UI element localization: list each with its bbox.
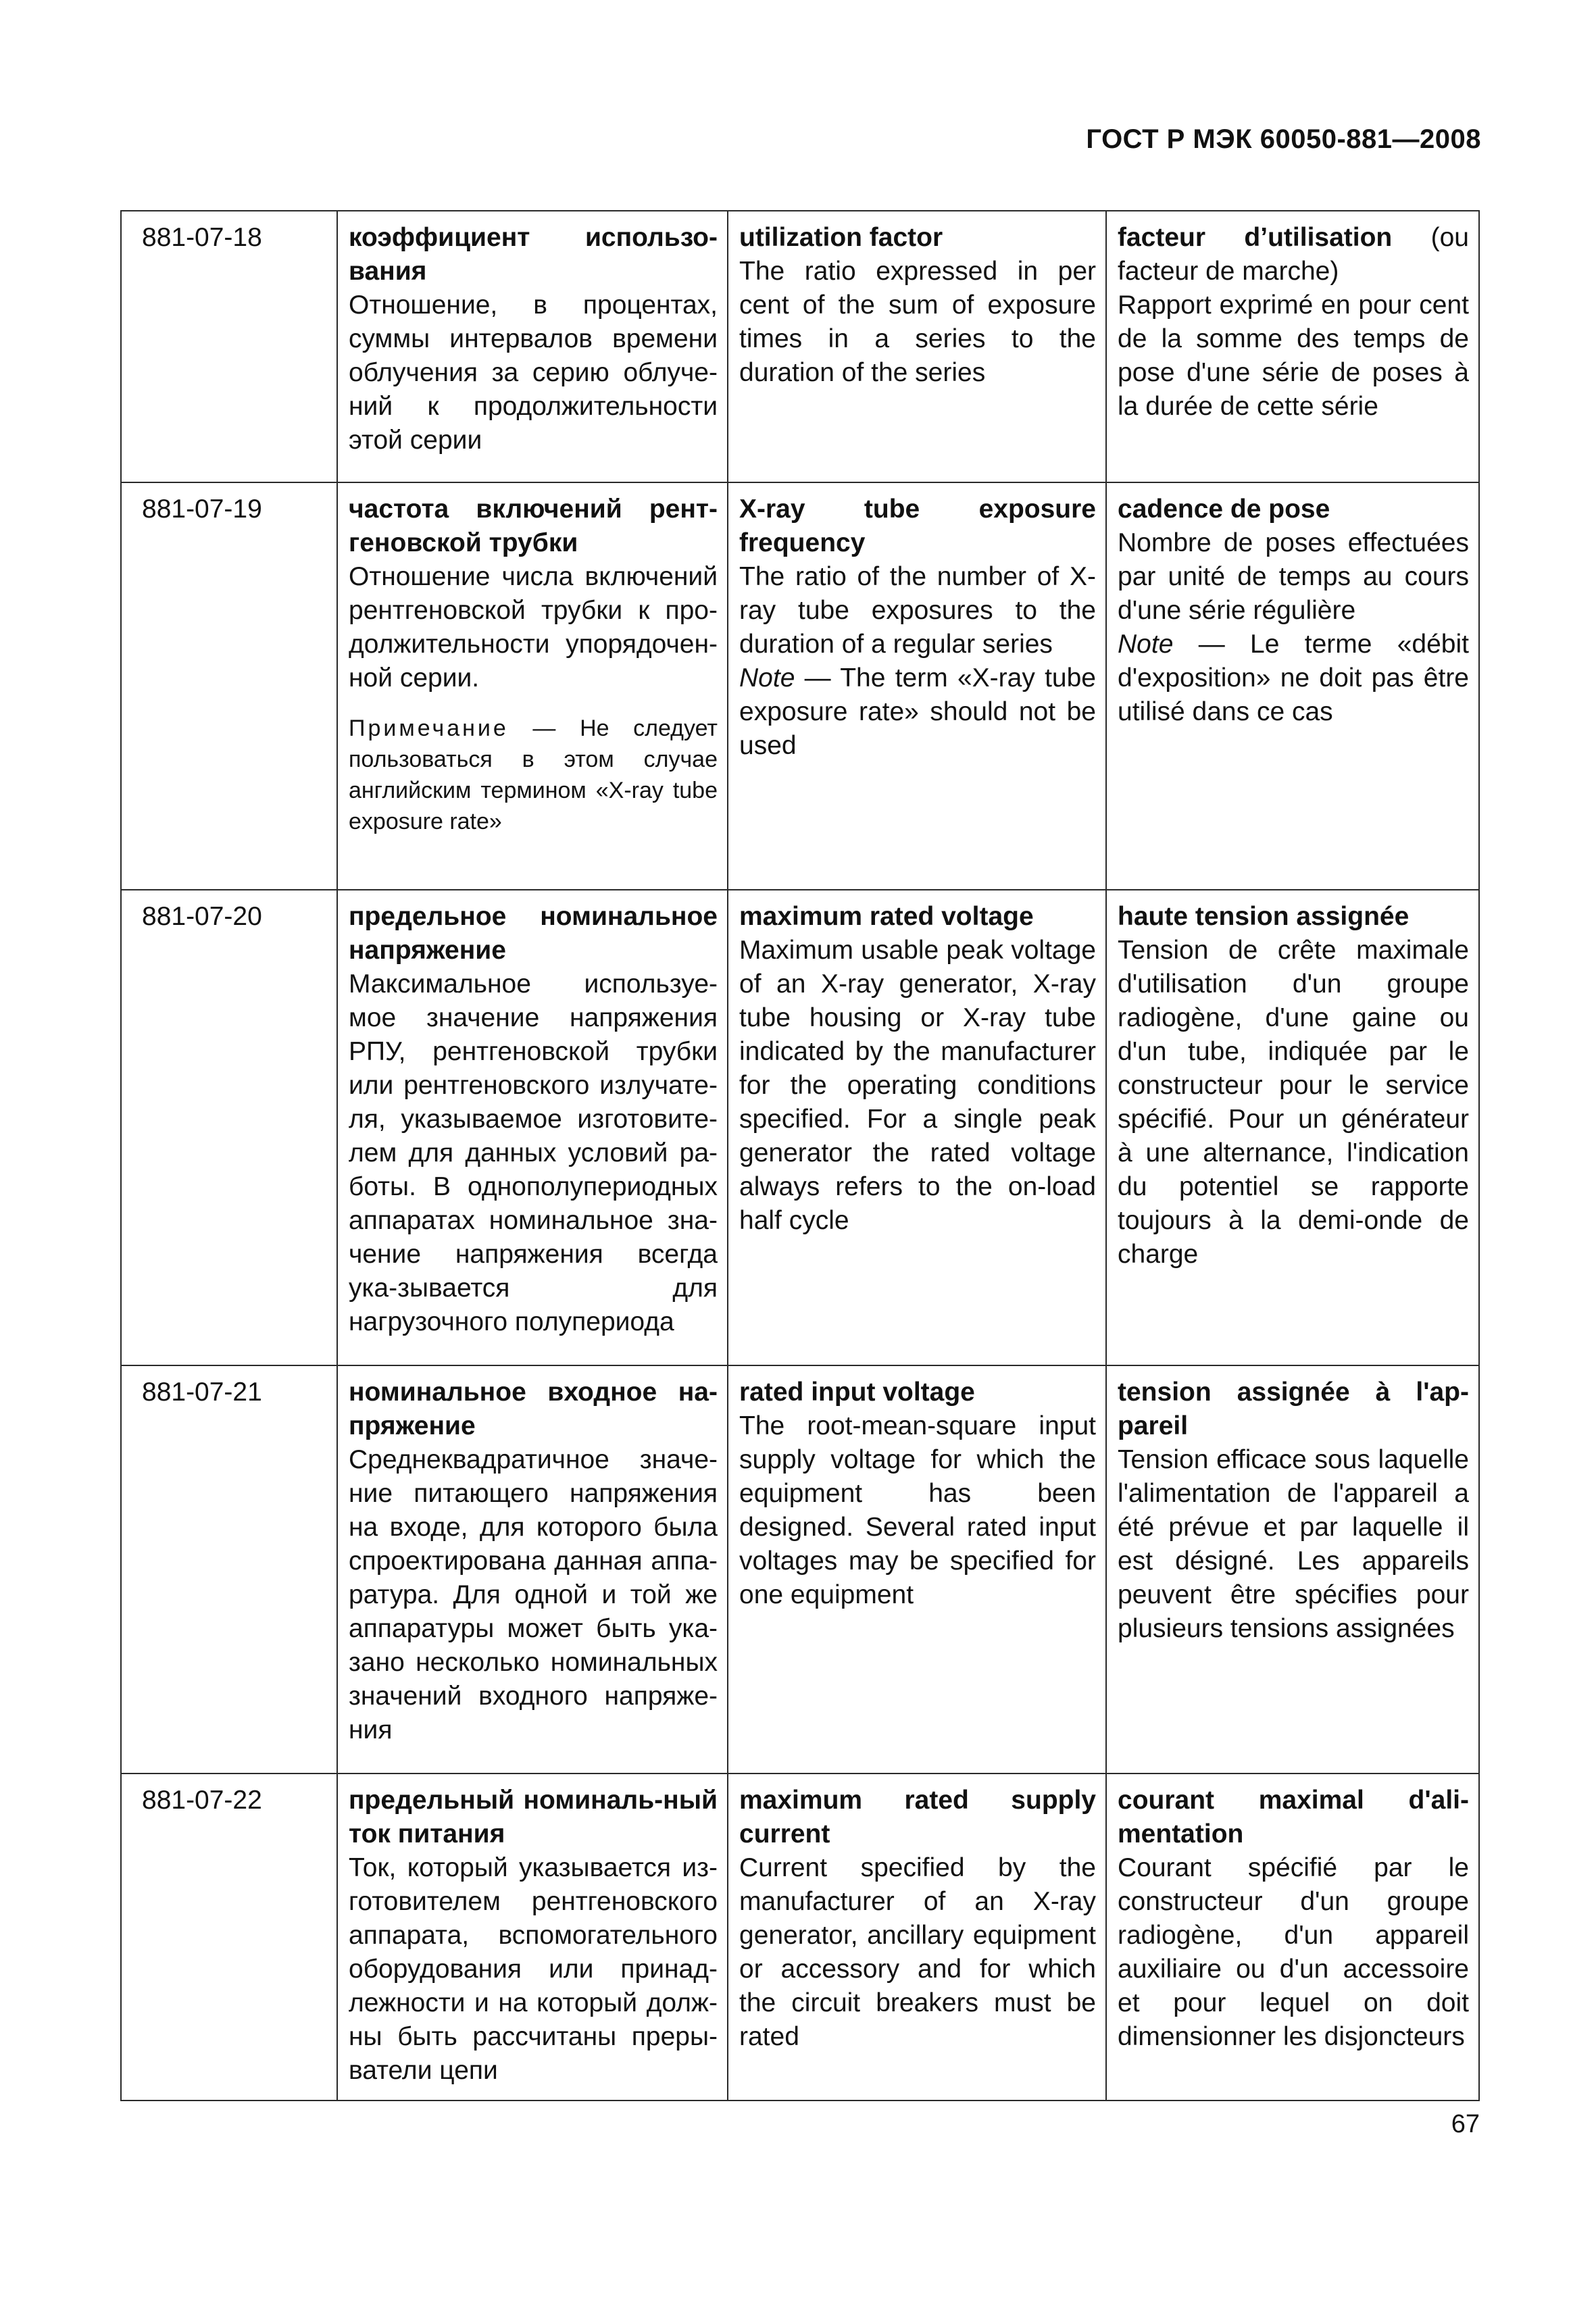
english-term: maximum rated voltage <box>739 902 1034 931</box>
french-cell <box>1106 1365 1479 1774</box>
english-note <box>739 661 1096 763</box>
french-term: courant maximal d'ali-mentation <box>1118 1786 1469 1848</box>
term-number: 881-07-18 <box>121 211 337 482</box>
table-row <box>121 1365 1479 1774</box>
term-number: 881-07-22 <box>121 1774 337 2101</box>
russian-definition: Отношение числа включений рентгеновской трубки к про-должительности упорядочен-ной серии. <box>349 562 718 693</box>
french-term: tension assignée à l'ap-pareil <box>1118 1378 1469 1440</box>
french-cell <box>1106 890 1479 1365</box>
terms-table <box>120 210 1480 2101</box>
french-definition: Tension efficace sous laquelle l'alimentation de l'appareil a été prévue et par laquelle il est désigné. Les appareils peuvent être spécifies pour plusieurs tensions assignées <box>1118 1445 1469 1643</box>
english-definition: Maximum usable peak voltage of an X-ray generator, X-ray tube housing or X-ray tube indicated by the manufacturer for the operating conditions specified. For a single peak generator the rated voltage always refers to the on-load half cycle <box>739 936 1096 1235</box>
french-term <box>1118 221 1469 288</box>
french-term: haute tension assignée <box>1118 902 1410 931</box>
english-definition: The ratio expressed in per cent of the sum of exposure times in a series to the duration of the series <box>739 257 1096 387</box>
page-number: 67 <box>1451 2110 1480 2138</box>
russian-definition: Ток, который указывается из-готовителем рентгеновского аппарата, вспомогательного оборудования или принад-лежности и на который долж-ны быть рассчитаны преры-ватели цепи <box>349 1853 718 2085</box>
english-term: X-ray tube exposure frequency <box>739 495 1096 557</box>
russian-cell <box>337 1774 728 2101</box>
term-number: 881-07-19 <box>121 482 337 890</box>
russian-term: предельный номиналь-ный ток питания <box>349 1786 718 1848</box>
term-number: 881-07-21 <box>121 1365 337 1774</box>
french-definition: Rapport exprimé en pour cent de la somme des temps de pose d'une série de poses à la durée de cette série <box>1118 291 1469 421</box>
table-row <box>121 211 1479 482</box>
russian-note <box>349 713 718 837</box>
french-definition: Tension de crête maximale d'utilisation d'un groupe radiogène, d'une gaine ou d'un tube, indiquée par le constructeur pour le service spécifié. Pour un générateur à une alternance, l'indication du potentiel se rapporte toujours à la demi-onde de charge <box>1118 936 1469 1269</box>
english-term: rated input voltage <box>739 1378 975 1407</box>
russian-term: коэффициент использо-вания <box>349 223 718 286</box>
english-cell <box>728 211 1106 482</box>
russian-term: номинальное входное на-пряжение <box>349 1378 718 1440</box>
english-definition: Current specified by the manufacturer of an X-ray generator, ancillary equipment or accessory and for which the circuit breakers must be rated <box>739 1853 1096 2051</box>
english-term: utilization factor <box>739 223 943 252</box>
english-cell <box>728 890 1106 1365</box>
russian-note-text: — Не следует пользоваться в этом случае английским термином «X-ray tube exposure rate» <box>349 715 718 834</box>
french-note-text: — Le terme «débit d'exposition» ne doit pas être utilisé dans ce cas <box>1118 630 1469 726</box>
russian-term: частота включений рент-геновской трубки <box>349 495 718 557</box>
english-term: maximum rated supply current <box>739 1786 1096 1848</box>
russian-definition: Максимальное используе-мое значение напряжения РПУ, рентгеновской трубки или рентгеновского излучате-ля, указываемое изготовите-лем для данных условий ра-боты. В однополупериодных аппаратах номинальное зна-чение напряжения всегда ука-зывается для нагрузочного полупериода <box>349 970 718 1336</box>
table-row <box>121 482 1479 890</box>
french-cell <box>1106 482 1479 890</box>
french-term-main: facteur d’utilisation <box>1118 223 1393 252</box>
document-header: ГОСТ Р МЭК 60050-881—2008 <box>1086 124 1481 154</box>
russian-cell <box>337 1365 728 1774</box>
french-term-alternative: (ou facteur de marche) <box>1118 223 1469 286</box>
french-term: cadence de pose <box>1118 495 1330 524</box>
russian-term: предельное номинальное напряжение <box>349 902 718 965</box>
russian-cell <box>337 482 728 890</box>
french-cell <box>1106 1774 1479 2101</box>
term-number: 881-07-20 <box>121 890 337 1365</box>
english-note-text: — The term «X-ray tube exposure rate» should not be used <box>739 663 1096 760</box>
english-cell <box>728 482 1106 890</box>
french-definition: Nombre de poses effectuées par unité de temps au cours d'une série régulière <box>1118 528 1469 625</box>
english-note-label: Note <box>739 663 795 693</box>
russian-cell <box>337 211 728 482</box>
table-row <box>121 890 1479 1365</box>
english-definition: The root-mean-square input supply voltage for which the equipment has been designed. Several rated input voltages may be specified for one equipment <box>739 1411 1096 1609</box>
english-definition: The ratio of the number of X-ray tube exposures to the duration of a regular series <box>739 562 1096 659</box>
english-cell <box>728 1365 1106 1774</box>
french-definition: Courant spécifié par le constructeur d'un groupe radiogène, d'un appareil auxiliaire ou d'un accessoire et pour lequel on doit dimensionner les disjoncteurs <box>1118 1853 1469 2051</box>
french-cell <box>1106 211 1479 482</box>
english-cell <box>728 1774 1106 2101</box>
french-note <box>1118 628 1469 729</box>
french-note-label: Note <box>1118 630 1174 659</box>
russian-cell <box>337 890 728 1365</box>
russian-note-label: Примечание <box>349 715 509 741</box>
russian-definition: Отношение, в процентах, суммы интервалов времени облучения за серию облуче-ний к продолжительности этой серии <box>349 291 718 455</box>
russian-definition: Среднеквадратичное значе-ние питающего напряжения на входе, для которого была спроектирована данная аппа-ратура. Для одной и той же аппаратуры может быть ука-зано несколько номинальных значений входного напряже-ния <box>349 1445 718 1744</box>
table-row <box>121 1774 1479 2101</box>
